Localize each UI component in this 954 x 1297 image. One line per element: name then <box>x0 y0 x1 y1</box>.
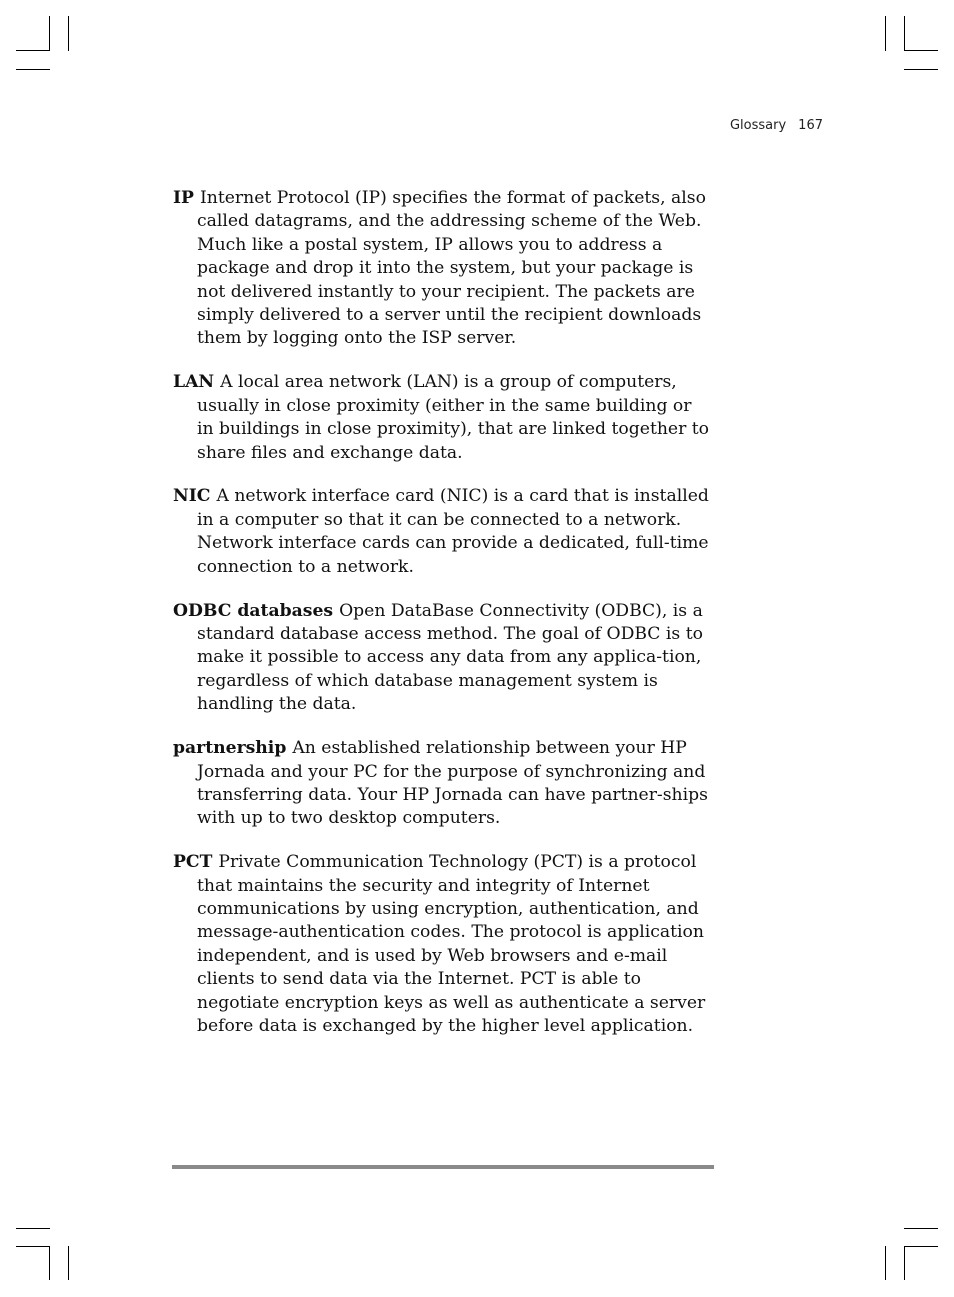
crop-mark-top-left-vertical-inner <box>68 16 69 51</box>
running-header <box>730 118 823 133</box>
glossary-entry-odbc-databases <box>173 600 713 717</box>
glossary-term: ODBC databases <box>173 600 334 621</box>
glossary-term: PCT <box>173 852 213 873</box>
glossary-entries <box>173 187 713 1059</box>
crop-mark-top-left-horizontal-outer <box>16 50 50 51</box>
glossary-definition: A network interface card (NIC) is a card that is installed in a computer so that it can be connected to a network. Network interface cards can provide a dedicated, full-time connection to a network. <box>197 486 709 577</box>
glossary-entry-pct <box>173 851 713 1038</box>
glossary-definition: Open DataBase Connectivity (ODBC), is a standard database access method. The goal of ODBC is to make it possible to access any data from any applica-tion, regardless of which database management system is handling the data. <box>197 600 703 715</box>
crop-mark-top-right-vertical-inner <box>885 16 886 51</box>
crop-mark-bottom-right-horizontal-outer <box>904 1246 938 1247</box>
crop-mark-top-left-horizontal-inner <box>16 69 50 70</box>
crop-mark-top-right-vertical-outer <box>904 16 905 51</box>
glossary-definition: A local area network (LAN) is a group of computers, usually in close proximity (either in the same building or in buildings in close proximity), that are linked together to share files and exchange data. <box>197 372 710 463</box>
glossary-term: partnership <box>173 738 287 759</box>
crop-mark-bottom-right-horizontal-inner <box>904 1228 938 1229</box>
glossary-term: NIC <box>173 486 211 507</box>
header-section-title: Glossary <box>729 118 787 133</box>
glossary-term: LAN <box>173 372 215 393</box>
crop-mark-bottom-left-vertical-outer <box>49 1246 50 1280</box>
glossary-entry-lan <box>173 371 713 465</box>
crop-mark-bottom-right-vertical-inner <box>885 1246 886 1280</box>
glossary-definition: An established relationship between your HP Jornada and your PC for the purpose of synchronizing and transferring data. Your HP Jornada can have partner-ships with up to two desktop computers. <box>197 738 708 829</box>
crop-mark-top-right-horizontal-outer <box>904 50 938 51</box>
glossary-term: IP <box>173 188 194 208</box>
crop-mark-bottom-left-vertical-inner <box>68 1246 69 1280</box>
glossary-entry-partnership <box>173 737 713 831</box>
glossary-definition: Private Communication Technology (PCT) is a protocol that maintains the security and integrity of Internet communications by using encryption, authentication, and message-authentication codes. The protocol is application independent, and is used by Web browsers and e-mail clients to send data via the Internet. PCT is able to negotiate encryption keys as well as authenticate a server before data is exchanged by the higher level application. <box>197 852 706 1037</box>
footer-rule <box>172 1165 714 1169</box>
crop-mark-top-left-vertical-outer <box>49 16 50 51</box>
crop-mark-bottom-right-vertical-outer <box>904 1246 905 1280</box>
crop-mark-bottom-left-horizontal-inner <box>16 1228 50 1229</box>
glossary-definition: Internet Protocol (IP) specifies the format of packets, also called datagrams, and the addressing scheme of the Web. Much like a postal system, IP allows you to address a package and drop it into the system, but your package is not delivered instantly to your recipient. The packets are simply delivered to a server until the recipient downloads them by logging onto the ISP server. <box>197 188 706 349</box>
page-number: 167 <box>798 118 823 133</box>
crop-mark-top-right-horizontal-inner <box>904 69 938 70</box>
glossary-entry-nic <box>173 485 713 579</box>
glossary-entry-ip <box>173 187 713 351</box>
crop-mark-bottom-left-horizontal-outer <box>16 1246 50 1247</box>
